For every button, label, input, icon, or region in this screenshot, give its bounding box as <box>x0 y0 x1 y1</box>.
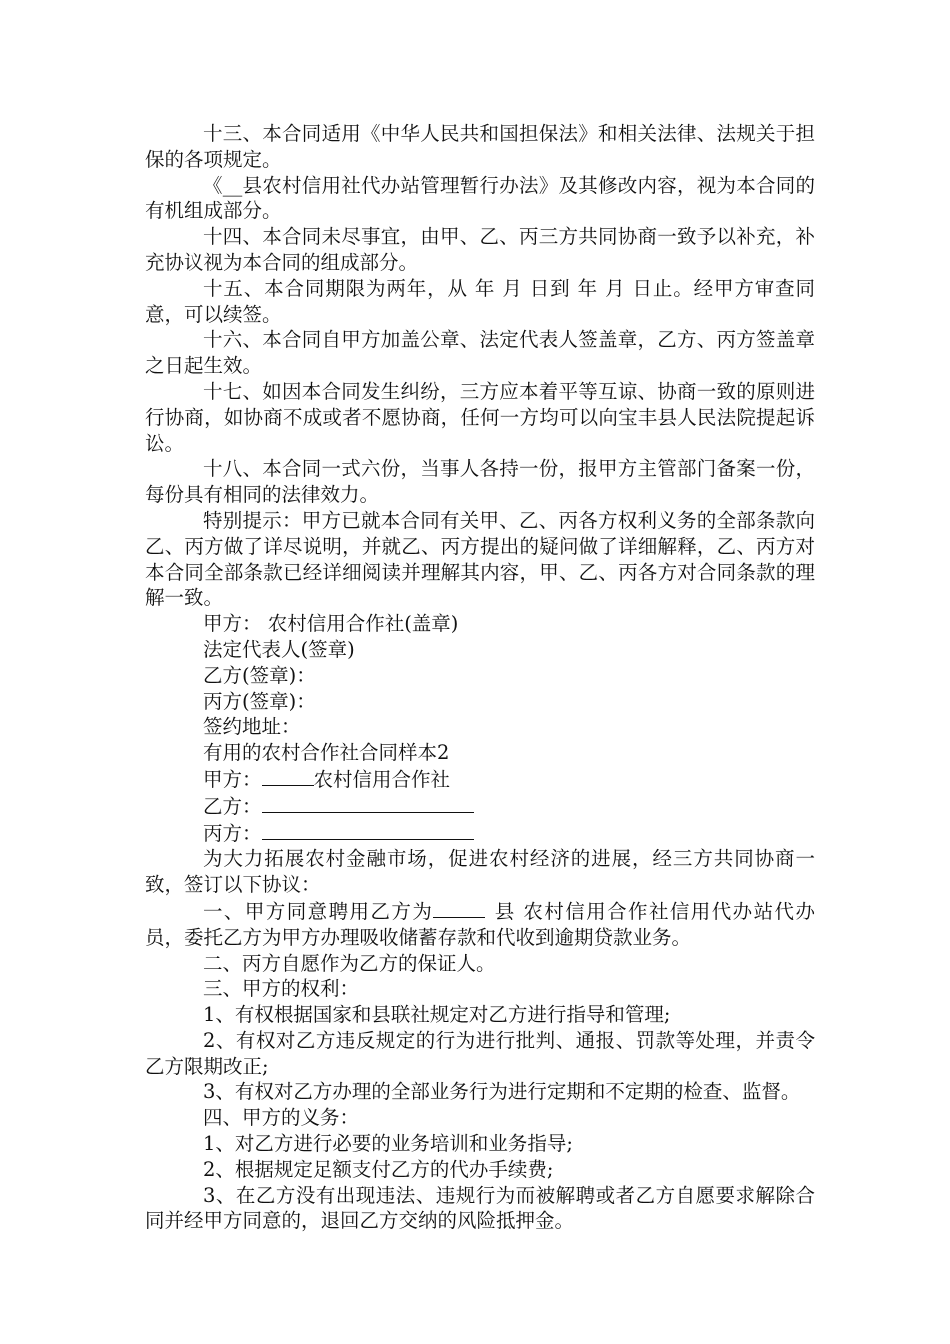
party-a-name: 农村信用合作社 <box>313 767 451 791</box>
signature-party-c: 丙方(签章)： <box>203 689 316 713</box>
sample-2-item-1 <box>145 898 815 951</box>
sample-2-party-c <box>145 820 815 847</box>
county-blank <box>433 898 485 918</box>
special-notice: 特别提示：甲方已就本合同有关甲、乙、丙各方权利义务的全部条款向乙、丙方做了详尽说明，并就乙、丙方提出的疑问做了详细解释，乙、丙方对本合同全部条款已经详细阅读并理解其内容，甲、乙、丙各方对合同条款的理解一致。 <box>145 508 815 610</box>
item-1-suffix: 县 农村信用合作社信用代办站代办员，委托乙方为甲方办理吸收储蓄存款和代收到逾期贷款业务。 <box>145 899 815 949</box>
sample-2-item-4-1: 1、对乙方进行必要的业务培训和业务指导; <box>203 1132 573 1156</box>
signature-party-a: 甲方： 农村信用合作社(盖章) <box>203 612 459 636</box>
sample-2-intro: 为大力拓展农村金融市场，促进农村经济的进展，经三方共同协商一致，签订以下协议： <box>145 847 815 897</box>
clause-17: 十七、如因本合同发生纠纷，三方应本着平等互谅、协商一致的原则进行协商，如协商不成或者不愿协商，任何一方均可以向宝丰县人民法院提起诉讼。 <box>145 379 815 455</box>
sample-2-item-3-1: 1、有权根据国家和县联社规定对乙方进行指导和管理; <box>203 1003 671 1027</box>
item-1-prefix: 一、甲方同意聘用乙方为 <box>203 899 434 923</box>
clause-13: 十三、本合同适用《中华人民共和国担保法》和相关法律、法规关于担保的各项规定。 <box>145 122 815 171</box>
party-b-label: 乙方： <box>203 794 262 818</box>
sample-2-item-3: 三、甲方的权利： <box>203 977 360 1001</box>
document-body <box>145 121 815 1234</box>
signature-party-b: 乙方(签章)： <box>203 663 316 687</box>
clause-15: 十五、本合同期限为两年，从 年 月 日到 年 月 日止。经甲方审查同意，可以续签。 <box>145 276 815 326</box>
sample-2-party-b <box>145 793 815 820</box>
sample-2-item-4-3: 3、在乙方没有出现违法、违规行为而被解聘或者乙方自愿要求解除合同并经甲方同意的，退回乙方交纳的风险抵押金。 <box>145 1183 815 1233</box>
clause-16: 十六、本合同自甲方加盖公章、法定代表人签盖章，乙方、丙方签盖章之日起生效。 <box>145 328 815 378</box>
sample-2-item-3-2: 2、有权对乙方违反规定的行为进行批判、通报、罚款等处理，并责令乙方限期改正; <box>145 1028 815 1078</box>
sample-2-item-2: 二、丙方自愿作为乙方的保证人。 <box>203 951 496 975</box>
party-a-blank <box>262 766 314 786</box>
clause-18: 十八、本合同一式六份，当事人各持一份，报甲方主管部门备案一份，每份具有相同的法律效力。 <box>145 457 815 507</box>
signing-address: 签约地址： <box>203 715 301 739</box>
party-c-blank <box>262 820 474 840</box>
party-a-label: 甲方： <box>203 767 262 791</box>
clause-13-supplement: 《__县农村信用社代办站管理暂行办法》及其修改内容，视为本合同的有机组成部分。 <box>145 173 815 223</box>
sample-2-item-4-2: 2、根据规定足额支付乙方的代办手续费; <box>203 1157 554 1181</box>
sample-2-item-4: 四、甲方的义务： <box>203 1106 360 1130</box>
sample-2-party-a <box>145 766 815 793</box>
sample-2-title: 有用的农村合作社合同样本2 <box>203 741 450 765</box>
clause-14: 十四、本合同未尽事宜，由甲、乙、丙三方共同协商一致予以补充，补充协议视为本合同的组成部分。 <box>145 225 815 274</box>
signature-legal-rep: 法定代表人(签章) <box>203 637 355 661</box>
party-c-label: 丙方： <box>203 821 262 845</box>
sample-2-item-3-3: 3、有权对乙方办理的全部业务行为进行定期和不定期的检查、监督。 <box>203 1080 801 1104</box>
party-b-blank <box>262 793 474 813</box>
